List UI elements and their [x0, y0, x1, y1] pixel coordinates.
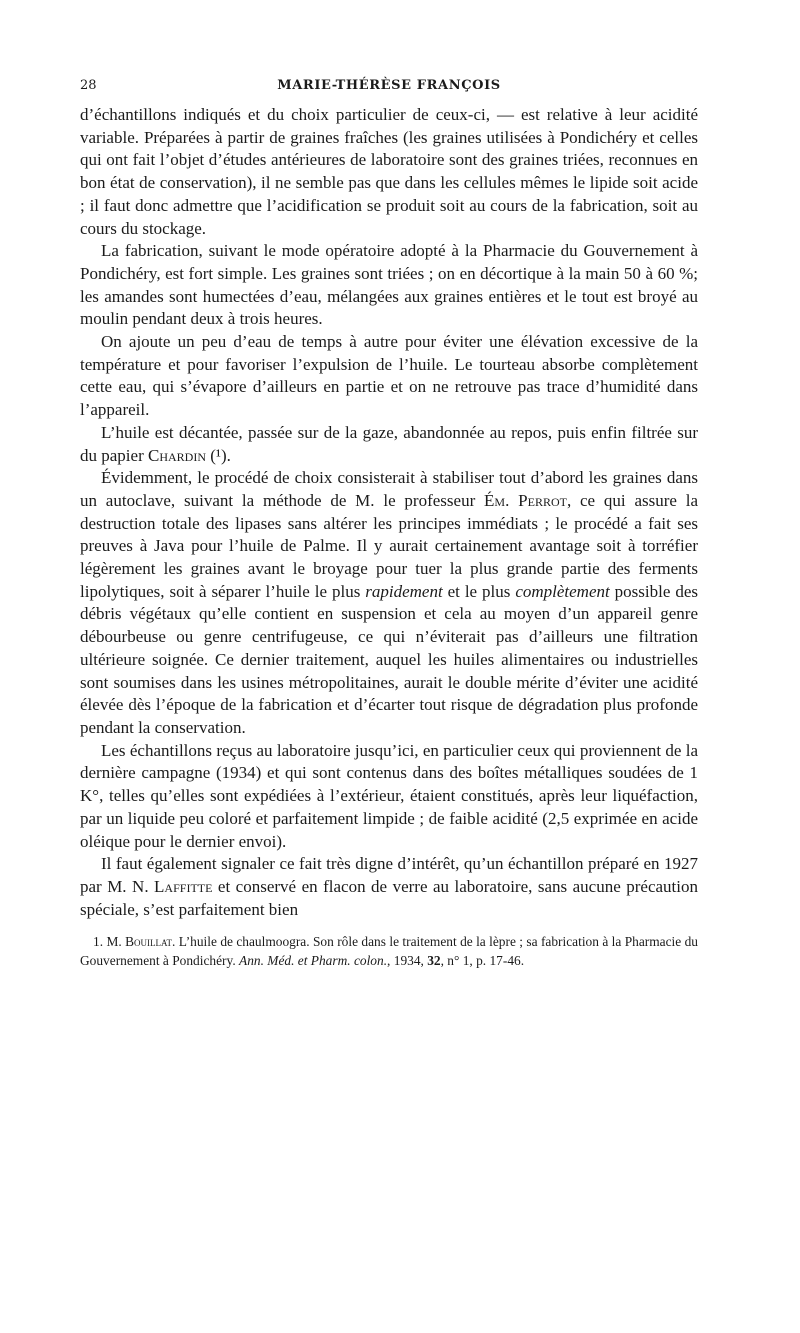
footnotes: [80, 933, 698, 970]
emphasis-completement: complètement: [515, 581, 610, 601]
footnote-1: [80, 933, 698, 970]
paragraph-1-text: d’échantillons indiqués et du choix particulier de ceux-ci, — est relative à leur acidité variable. Préparées à partir de graines fraîches (les graines utilisées à Pondichéry et celles qui ont fait l’objet d’études antérieures de laboratoire sont des graines triées, reconnues en bon état de conservation), il ne semble pas que dans les cellules mêmes le lipide soit acide ; il faut donc admettre que l’acidification se produit soit au cours de la fabrication, soit au cours du stockage.: [80, 105, 698, 238]
page: [80, 78, 698, 970]
paragraph-5-text-c: et le plus: [442, 581, 516, 601]
footnote-journal: Ann. Méd. et Pharm. colon.: [239, 952, 388, 968]
paragraph-5-text-a: Évidemment, le procédé de choix consisterait à stabiliser tout d’abord les graines dans un autoclave, suivant la méthode de M. le professeur: [80, 468, 698, 510]
footnote-volume: 32: [427, 952, 441, 968]
paragraph-4-text-a: L’huile est décantée, passée sur de la gaze, abandonnée au repos, puis enfin filtrée sur du papier: [80, 422, 698, 465]
paragraph-7-text-a: Il faut également signaler ce fait très digne d’intérêt, qu’un échantillon préparé en 1927 par M. N.: [80, 854, 698, 896]
footnote-text-a: L’huile de chaulmoogra. Son rôle dans le traitement de la lèpre ; sa fabrication à la Pharmacie du Gouvernement à Pondichéry.: [80, 934, 698, 968]
footnote-text-b: , 1934,: [387, 952, 428, 968]
paragraph-7: [80, 853, 698, 921]
footnote-author: M. Bouillat.: [106, 934, 176, 950]
paragraph-3: [80, 331, 698, 422]
paragraph-5-text-d: possible des débris végétaux qu’elle contient en suspension et cela au moyen d’un appareil genre débourbeuse ou genre centrifugeuse, ce qui n’éviterait pas d’ailleurs une filtration ultérieure soignée. Ce dernier traitement, auquel les huiles alimentaires ou industrielles sont soumises dans les usines métropolitaines, aurait le double mérite d’éviter une acidité élevée dès l’époque de la fabrication et d’écarter tout risque de dégradation plus profonde pendant la conservation.: [80, 581, 698, 737]
paragraph-5: [80, 467, 698, 739]
paragraph-1: [80, 104, 698, 240]
paragraph-6-text: Les échantillons reçus au laboratoire jusqu’ici, en particulier ceux qui proviennent de la dernière campagne (1934) et qui sont contenus dans des boîtes métalliques soudées de 1 K°, telles qu’elles sont expédiées à l’extérieur, étaient constitués, après leur liquéfaction, par un liquide peu coloré et parfaitement limpide ; de faible acidité (2,5 exprimée en acide oléique pour le dernier envoi).: [80, 740, 698, 851]
footnote-ref-1: (¹).: [206, 445, 231, 465]
author-name-perrot: Ém. Perrot: [484, 490, 567, 510]
paragraph-6: [80, 740, 698, 854]
running-title: MARIE-THÉRÈSE FRANÇOIS: [277, 78, 501, 93]
paragraph-2: [80, 240, 698, 331]
page-number: 28: [80, 78, 97, 93]
emphasis-rapidement: rapidement: [365, 581, 443, 601]
footnote-text-c: , n° 1, p. 17-46.: [440, 952, 525, 968]
footnote-number: 1.: [93, 934, 104, 950]
paragraph-5-text-b: , ce qui assure la destruction totale des lipases sans altérer les principes immédiats ; le procédé a fait ses preuves à Java pour l’huile de Palme. Il y aurait certainement avantage soit à torréfier légèrement les graines avant le broyage pour tuer la plus grande partie des ferments lipolytiques, soit à séparer l’huile le plus: [80, 490, 698, 601]
paragraph-7-text-b: et conservé en flacon de verre au laboratoire, sans aucune précaution spéciale, s’est parfaitement bien: [80, 876, 698, 919]
paragraph-3-text: On ajoute un peu d’eau de temps à autre pour éviter une élévation excessive de la température et pour favoriser l’expulsion de l’huile. Le tourteau absorbe complètement cette eau, qui s’évapore d’ailleurs en partie et on ne retrouve pas trace d’humidité dans l’appareil.: [80, 332, 698, 420]
author-name-laffitte: Laffitte: [154, 876, 213, 896]
body-text: [80, 104, 698, 921]
author-name-chardin: Chardin: [147, 445, 206, 465]
paragraph-4: [80, 422, 698, 467]
paragraph-2-text: La fabrication, suivant le mode opératoire adopté à la Pharmacie du Gouvernement à Pondichéry, est fort simple. Les graines sont triées ; on en décortique à la main 50 à 60 %; les amandes sont humectées d’eau, mélangées aux graines entières et le tout est broyé au moulin pendant deux à trois heures.: [80, 241, 698, 329]
running-head: [80, 78, 698, 104]
